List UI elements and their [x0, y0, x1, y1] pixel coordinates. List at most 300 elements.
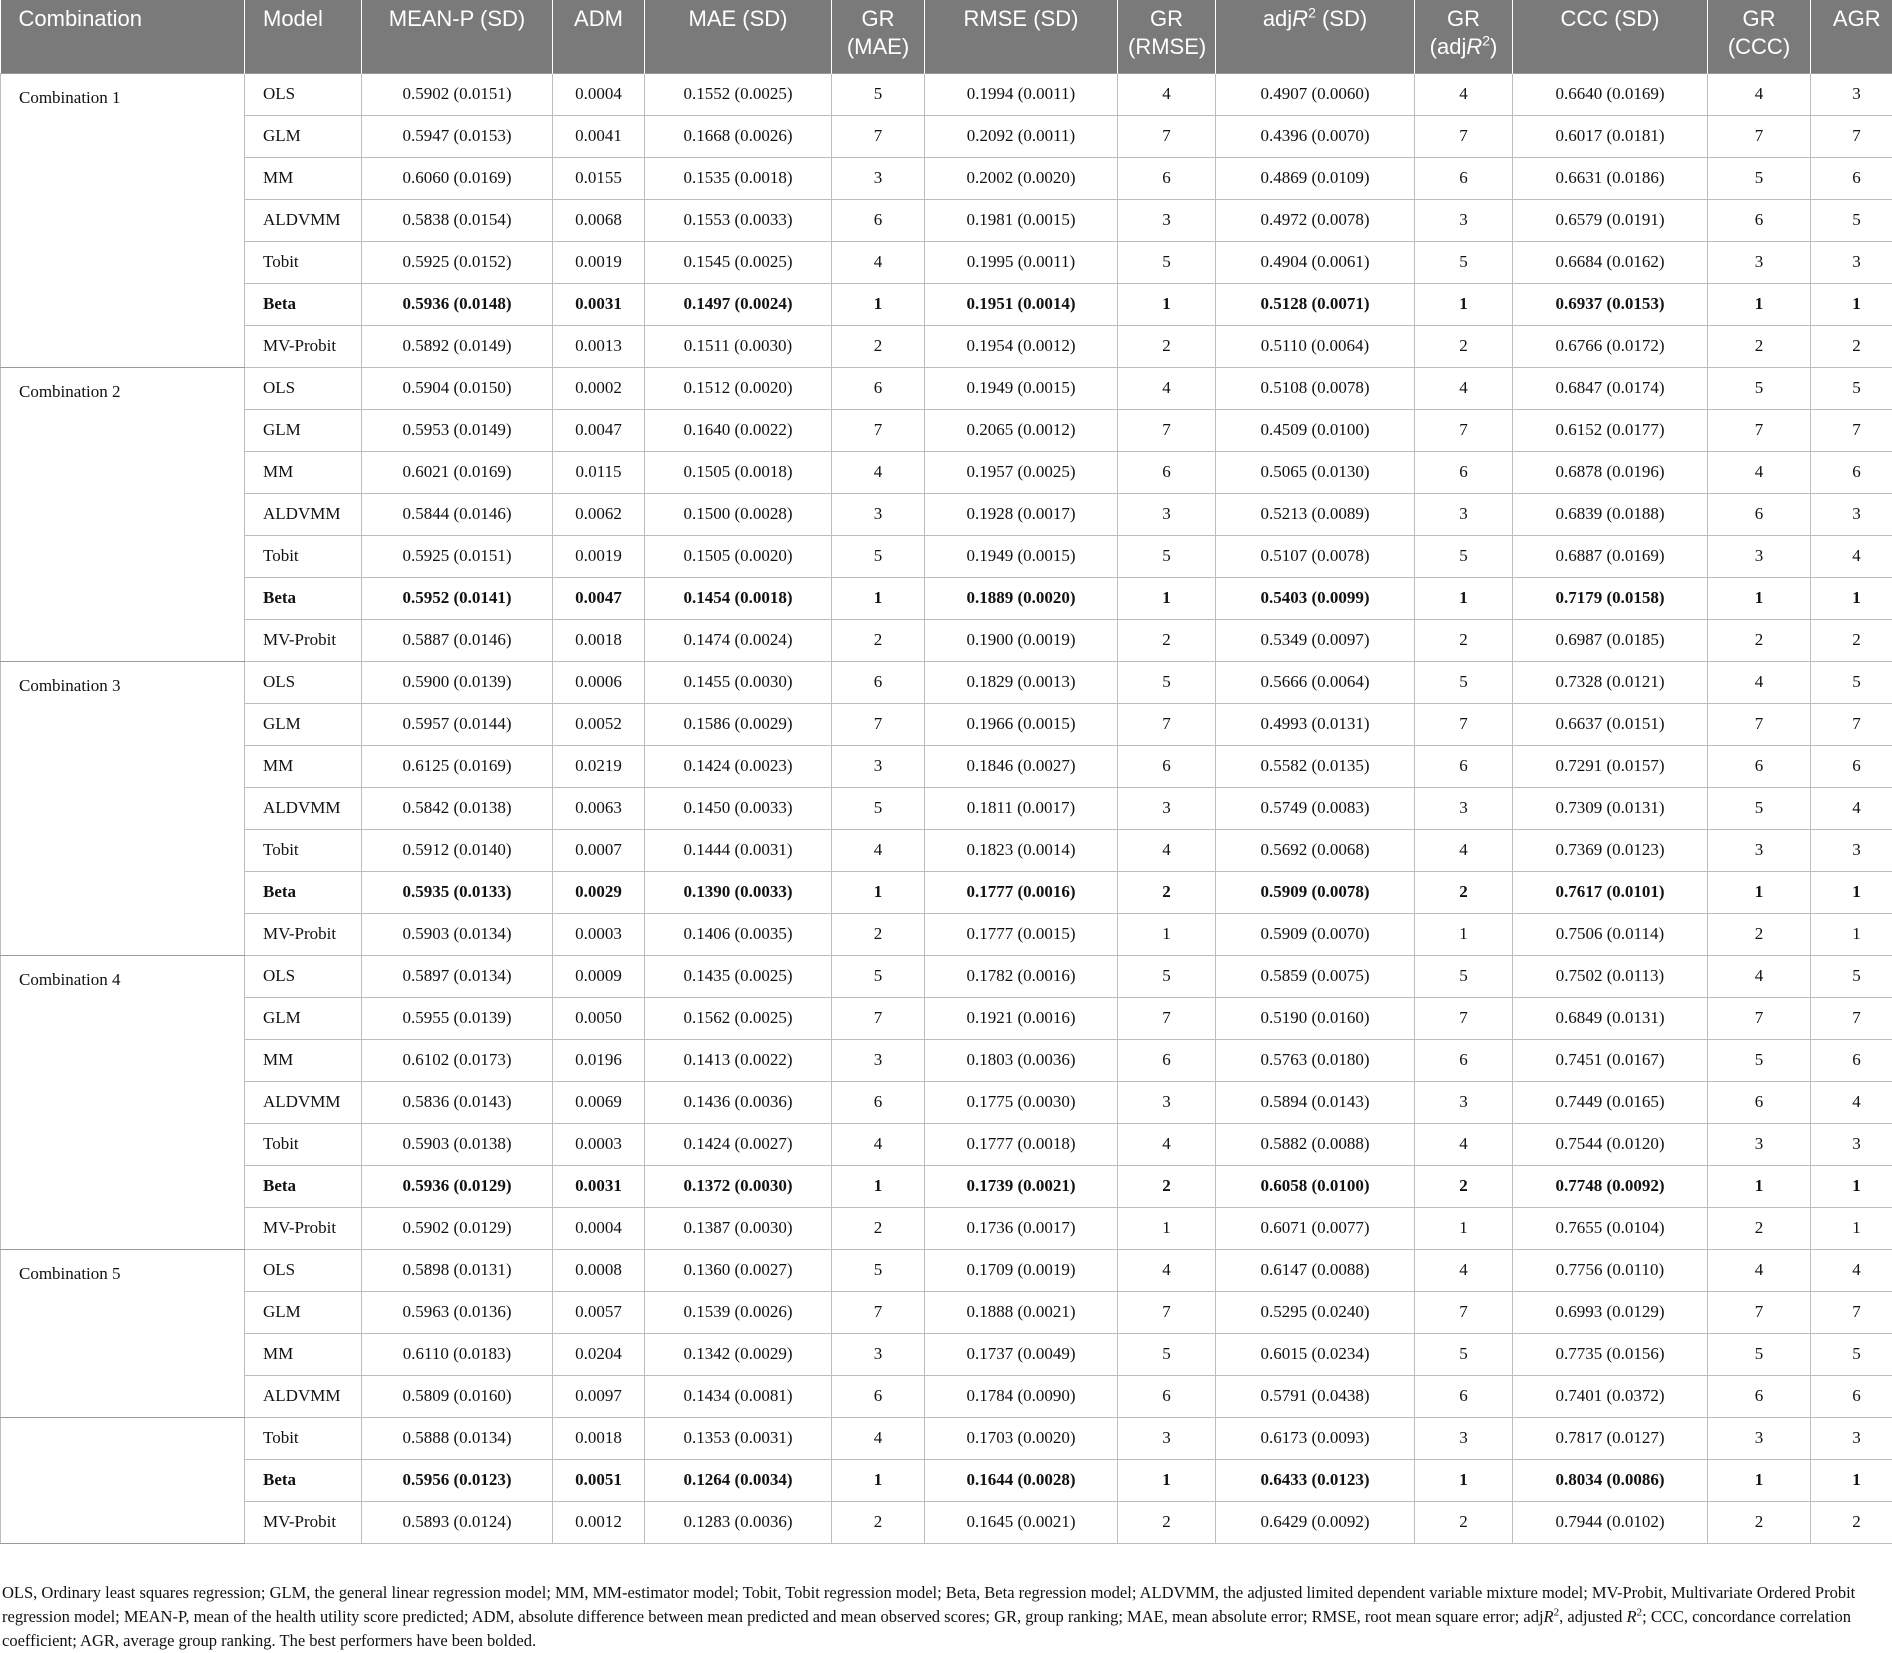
gr-ccc-cell: 6: [1708, 1375, 1811, 1417]
adm-cell: 0.0097: [553, 1375, 645, 1417]
mean-p-cell: 0.6125 (0.0169): [362, 745, 553, 787]
mean-p-cell: 0.5900 (0.0139): [362, 661, 553, 703]
model-cell: MM: [245, 1333, 362, 1375]
header-gr-adjr2: [1415, 0, 1513, 73]
adm-cell: 0.0006: [553, 661, 645, 703]
header-ccc: CCC (SD): [1513, 0, 1708, 73]
rmse-cell: 0.1811 (0.0017): [925, 787, 1118, 829]
mae-cell: 0.1424 (0.0027): [645, 1123, 832, 1165]
gr-mae-cell: 1: [832, 283, 925, 325]
gr-mae-cell: 7: [832, 409, 925, 451]
mae-cell: 0.1283 (0.0036): [645, 1501, 832, 1543]
adm-cell: 0.0019: [553, 535, 645, 577]
adm-cell: 0.0003: [553, 1123, 645, 1165]
agr-cell: 4: [1811, 1249, 1892, 1291]
header-gr-ccc-line2: (CCC): [1728, 34, 1790, 59]
ccc-cell: 0.7449 (0.0165): [1513, 1081, 1708, 1123]
gr-ccc-cell: 1: [1708, 577, 1811, 619]
agr-cell: 2: [1811, 619, 1892, 661]
gr-rmse-cell: 1: [1118, 577, 1216, 619]
gr-mae-cell: 2: [832, 1207, 925, 1249]
ccc-cell: 0.6640 (0.0169): [1513, 73, 1708, 115]
agr-cell: 5: [1811, 1333, 1892, 1375]
rmse-cell: 0.1803 (0.0036): [925, 1039, 1118, 1081]
gr-adjr2-cell: 5: [1415, 955, 1513, 997]
table-row: [1, 115, 1892, 157]
footnote-r-2: R: [1627, 1607, 1637, 1626]
table-row: [1, 1081, 1892, 1123]
mae-cell: 0.1390 (0.0033): [645, 871, 832, 913]
ccc-cell: 0.6849 (0.0131): [1513, 997, 1708, 1039]
ccc-cell: 0.7617 (0.0101): [1513, 871, 1708, 913]
header-gr-adjr2-sup: 2: [1482, 33, 1490, 49]
agr-cell: 6: [1811, 157, 1892, 199]
agr-cell: 7: [1811, 115, 1892, 157]
gr-rmse-cell: 7: [1118, 409, 1216, 451]
gr-ccc-cell: 4: [1708, 451, 1811, 493]
mean-p-cell: 0.5903 (0.0138): [362, 1123, 553, 1165]
mae-cell: 0.1424 (0.0023): [645, 745, 832, 787]
model-cell: MV-Probit: [245, 619, 362, 661]
rmse-cell: 0.1739 (0.0021): [925, 1165, 1118, 1207]
gr-adjr2-cell: 2: [1415, 1165, 1513, 1207]
gr-ccc-cell: 3: [1708, 829, 1811, 871]
gr-rmse-cell: 4: [1118, 367, 1216, 409]
header-adjr2: [1216, 0, 1415, 73]
mean-p-cell: 0.5893 (0.0124): [362, 1501, 553, 1543]
gr-ccc-cell: 7: [1708, 997, 1811, 1039]
ccc-cell: 0.7401 (0.0372): [1513, 1375, 1708, 1417]
gr-adjr2-cell: 6: [1415, 157, 1513, 199]
adm-cell: 0.0155: [553, 157, 645, 199]
adm-cell: 0.0018: [553, 1417, 645, 1459]
rmse-cell: 0.1784 (0.0090): [925, 1375, 1118, 1417]
mean-p-cell: 0.5898 (0.0131): [362, 1249, 553, 1291]
header-gr-mae-line1: GR: [862, 6, 895, 31]
ccc-cell: 0.7328 (0.0121): [1513, 661, 1708, 703]
gr-ccc-cell: 4: [1708, 661, 1811, 703]
gr-rmse-cell: 5: [1118, 241, 1216, 283]
adjr2-cell: 0.5692 (0.0068): [1216, 829, 1415, 871]
agr-cell: 1: [1811, 283, 1892, 325]
gr-ccc-cell: 5: [1708, 157, 1811, 199]
gr-mae-cell: 2: [832, 1501, 925, 1543]
adjr2-cell: 0.4869 (0.0109): [1216, 157, 1415, 199]
gr-mae-cell: 2: [832, 913, 925, 955]
agr-cell: 5: [1811, 661, 1892, 703]
gr-mae-cell: 6: [832, 1081, 925, 1123]
mae-cell: 0.1497 (0.0024): [645, 283, 832, 325]
mean-p-cell: 0.5842 (0.0138): [362, 787, 553, 829]
gr-mae-cell: 2: [832, 619, 925, 661]
ccc-cell: 0.6637 (0.0151): [1513, 703, 1708, 745]
table-row: [1, 1039, 1892, 1081]
mae-cell: 0.1455 (0.0030): [645, 661, 832, 703]
gr-ccc-cell: 2: [1708, 1207, 1811, 1249]
gr-ccc-cell: 6: [1708, 493, 1811, 535]
header-gr-rmse-line1: GR: [1150, 6, 1183, 31]
model-cell: Tobit: [245, 1123, 362, 1165]
agr-cell: 6: [1811, 1039, 1892, 1081]
gr-rmse-cell: 7: [1118, 997, 1216, 1039]
agr-cell: 3: [1811, 1417, 1892, 1459]
adjr2-cell: 0.6071 (0.0077): [1216, 1207, 1415, 1249]
gr-ccc-cell: 4: [1708, 1249, 1811, 1291]
agr-cell: 4: [1811, 1081, 1892, 1123]
gr-ccc-cell: 1: [1708, 1459, 1811, 1501]
gr-rmse-cell: 3: [1118, 1417, 1216, 1459]
header-gr-mae: [832, 0, 925, 73]
table-row: [1, 73, 1892, 115]
ccc-cell: 0.6937 (0.0153): [1513, 283, 1708, 325]
table-row: [1, 619, 1892, 661]
ccc-cell: 0.6631 (0.0186): [1513, 157, 1708, 199]
ccc-cell: 0.7817 (0.0127): [1513, 1417, 1708, 1459]
adm-cell: 0.0009: [553, 955, 645, 997]
header-adjr2-r: R: [1292, 6, 1308, 31]
table-row: [1, 1123, 1892, 1165]
gr-ccc-cell: 7: [1708, 1291, 1811, 1333]
mae-cell: 0.1500 (0.0028): [645, 493, 832, 535]
ccc-cell: 0.6684 (0.0162): [1513, 241, 1708, 283]
gr-adjr2-cell: 3: [1415, 1081, 1513, 1123]
rmse-cell: 0.1900 (0.0019): [925, 619, 1118, 661]
ccc-cell: 0.7502 (0.0113): [1513, 955, 1708, 997]
model-cell: Tobit: [245, 535, 362, 577]
gr-adjr2-cell: 1: [1415, 1207, 1513, 1249]
gr-mae-cell: 4: [832, 451, 925, 493]
adjr2-cell: 0.4904 (0.0061): [1216, 241, 1415, 283]
adm-cell: 0.0068: [553, 199, 645, 241]
adm-cell: 0.0062: [553, 493, 645, 535]
gr-adjr2-cell: 6: [1415, 1375, 1513, 1417]
gr-mae-cell: 3: [832, 745, 925, 787]
rmse-cell: 0.1954 (0.0012): [925, 325, 1118, 367]
gr-adjr2-cell: 7: [1415, 115, 1513, 157]
gr-adjr2-cell: 1: [1415, 577, 1513, 619]
gr-rmse-cell: 3: [1118, 787, 1216, 829]
gr-adjr2-cell: 5: [1415, 535, 1513, 577]
table-row: [1, 955, 1892, 997]
ccc-cell: 0.6847 (0.0174): [1513, 367, 1708, 409]
header-adjr2-sup: 2: [1308, 5, 1316, 21]
adm-cell: 0.0029: [553, 871, 645, 913]
ccc-cell: 0.6887 (0.0169): [1513, 535, 1708, 577]
model-cell: GLM: [245, 997, 362, 1039]
mae-cell: 0.1512 (0.0020): [645, 367, 832, 409]
table-row: [1, 367, 1892, 409]
mean-p-cell: 0.6021 (0.0169): [362, 451, 553, 493]
ccc-cell: 0.7506 (0.0114): [1513, 913, 1708, 955]
mae-cell: 0.1505 (0.0018): [645, 451, 832, 493]
gr-mae-cell: 5: [832, 787, 925, 829]
agr-cell: 3: [1811, 241, 1892, 283]
adm-cell: 0.0069: [553, 1081, 645, 1123]
gr-ccc-cell: 4: [1708, 73, 1811, 115]
adjr2-cell: 0.5403 (0.0099): [1216, 577, 1415, 619]
agr-cell: 7: [1811, 703, 1892, 745]
agr-cell: 1: [1811, 913, 1892, 955]
gr-adjr2-cell: 3: [1415, 1417, 1513, 1459]
adjr2-cell: 0.5882 (0.0088): [1216, 1123, 1415, 1165]
model-cell: MM: [245, 1039, 362, 1081]
mae-cell: 0.1545 (0.0025): [645, 241, 832, 283]
mean-p-cell: 0.5809 (0.0160): [362, 1375, 553, 1417]
rmse-cell: 0.2002 (0.0020): [925, 157, 1118, 199]
combination-label: Combination 2: [1, 367, 245, 661]
rmse-cell: 0.1777 (0.0018): [925, 1123, 1118, 1165]
rmse-cell: 0.1981 (0.0015): [925, 199, 1118, 241]
ccc-cell: 0.7748 (0.0092): [1513, 1165, 1708, 1207]
mean-p-cell: 0.5836 (0.0143): [362, 1081, 553, 1123]
gr-ccc-cell: 1: [1708, 1165, 1811, 1207]
model-cell: GLM: [245, 703, 362, 745]
gr-ccc-cell: 2: [1708, 619, 1811, 661]
model-cell: MV-Probit: [245, 1501, 362, 1543]
mean-p-cell: 0.6110 (0.0183): [362, 1333, 553, 1375]
adjr2-cell: 0.6173 (0.0093): [1216, 1417, 1415, 1459]
model-cell: MV-Probit: [245, 1207, 362, 1249]
rmse-cell: 0.1888 (0.0021): [925, 1291, 1118, 1333]
model-cell: ALDVMM: [245, 1081, 362, 1123]
model-cell: ALDVMM: [245, 1375, 362, 1417]
mean-p-cell: 0.5936 (0.0129): [362, 1165, 553, 1207]
rmse-cell: 0.1782 (0.0016): [925, 955, 1118, 997]
adjr2-cell: 0.5894 (0.0143): [1216, 1081, 1415, 1123]
ccc-cell: 0.6839 (0.0188): [1513, 493, 1708, 535]
gr-adjr2-cell: 7: [1415, 997, 1513, 1039]
mean-p-cell: 0.5935 (0.0133): [362, 871, 553, 913]
adm-cell: 0.0012: [553, 1501, 645, 1543]
gr-rmse-cell: 2: [1118, 1165, 1216, 1207]
adm-cell: 0.0051: [553, 1459, 645, 1501]
combination-label: Combination 1: [1, 73, 245, 367]
gr-ccc-cell: 7: [1708, 703, 1811, 745]
mae-cell: 0.1539 (0.0026): [645, 1291, 832, 1333]
mean-p-cell: 0.5903 (0.0134): [362, 913, 553, 955]
adjr2-cell: 0.5110 (0.0064): [1216, 325, 1415, 367]
gr-adjr2-cell: 6: [1415, 1039, 1513, 1081]
mae-cell: 0.1434 (0.0081): [645, 1375, 832, 1417]
gr-adjr2-cell: 5: [1415, 241, 1513, 283]
rmse-cell: 0.1777 (0.0016): [925, 871, 1118, 913]
table-row: [1, 1459, 1892, 1501]
table-row: [1, 1501, 1892, 1543]
gr-mae-cell: 1: [832, 871, 925, 913]
table-header: [1, 0, 1892, 73]
gr-rmse-cell: 1: [1118, 1459, 1216, 1501]
agr-cell: 1: [1811, 1207, 1892, 1249]
mae-cell: 0.1264 (0.0034): [645, 1459, 832, 1501]
adm-cell: 0.0018: [553, 619, 645, 661]
adm-cell: 0.0003: [553, 913, 645, 955]
gr-rmse-cell: 5: [1118, 661, 1216, 703]
header-gr-adjr2-r: R: [1466, 34, 1482, 59]
adjr2-cell: 0.5213 (0.0089): [1216, 493, 1415, 535]
model-cell: OLS: [245, 367, 362, 409]
gr-rmse-cell: 6: [1118, 745, 1216, 787]
gr-ccc-cell: 6: [1708, 199, 1811, 241]
adm-cell: 0.0050: [553, 997, 645, 1039]
adm-cell: 0.0115: [553, 451, 645, 493]
table-row: [1, 661, 1892, 703]
footnote-r-1: R: [1544, 1607, 1554, 1626]
gr-adjr2-cell: 4: [1415, 829, 1513, 871]
rmse-cell: 0.1921 (0.0016): [925, 997, 1118, 1039]
gr-ccc-cell: 2: [1708, 325, 1811, 367]
ccc-cell: 0.7291 (0.0157): [1513, 745, 1708, 787]
ccc-cell: 0.7944 (0.0102): [1513, 1501, 1708, 1543]
gr-rmse-cell: 3: [1118, 199, 1216, 241]
combination-label: Combination 4: [1, 955, 245, 1249]
adjr2-cell: 0.4972 (0.0078): [1216, 199, 1415, 241]
header-rmse: RMSE (SD): [925, 0, 1118, 73]
model-cell: ALDVMM: [245, 493, 362, 535]
gr-ccc-cell: 3: [1708, 535, 1811, 577]
mae-cell: 0.1360 (0.0027): [645, 1249, 832, 1291]
agr-cell: 6: [1811, 1375, 1892, 1417]
model-cell: GLM: [245, 1291, 362, 1333]
mean-p-cell: 0.5904 (0.0150): [362, 367, 553, 409]
gr-adjr2-cell: 2: [1415, 871, 1513, 913]
combination-label: [1, 1417, 245, 1543]
mean-p-cell: 0.5912 (0.0140): [362, 829, 553, 871]
mean-p-cell: 0.5925 (0.0152): [362, 241, 553, 283]
gr-ccc-cell: 4: [1708, 955, 1811, 997]
rmse-cell: 0.1846 (0.0027): [925, 745, 1118, 787]
mae-cell: 0.1372 (0.0030): [645, 1165, 832, 1207]
adjr2-cell: 0.5349 (0.0097): [1216, 619, 1415, 661]
gr-rmse-cell: 7: [1118, 703, 1216, 745]
gr-adjr2-cell: 3: [1415, 787, 1513, 829]
adm-cell: 0.0047: [553, 577, 645, 619]
gr-rmse-cell: 4: [1118, 1249, 1216, 1291]
gr-rmse-cell: 6: [1118, 1375, 1216, 1417]
rmse-cell: 0.1949 (0.0015): [925, 535, 1118, 577]
ccc-cell: 0.7655 (0.0104): [1513, 1207, 1708, 1249]
adjr2-cell: 0.5749 (0.0083): [1216, 787, 1415, 829]
rmse-cell: 0.2065 (0.0012): [925, 409, 1118, 451]
agr-cell: 5: [1811, 199, 1892, 241]
table-row: [1, 1165, 1892, 1207]
gr-mae-cell: 1: [832, 1165, 925, 1207]
ccc-cell: 0.6993 (0.0129): [1513, 1291, 1708, 1333]
gr-adjr2-cell: 3: [1415, 493, 1513, 535]
mae-cell: 0.1387 (0.0030): [645, 1207, 832, 1249]
mean-p-cell: 0.5963 (0.0136): [362, 1291, 553, 1333]
model-cell: GLM: [245, 409, 362, 451]
rmse-cell: 0.1928 (0.0017): [925, 493, 1118, 535]
mae-cell: 0.1640 (0.0022): [645, 409, 832, 451]
rmse-cell: 0.1644 (0.0028): [925, 1459, 1118, 1501]
model-cell: MM: [245, 157, 362, 199]
ccc-cell: 0.6987 (0.0185): [1513, 619, 1708, 661]
agr-cell: 4: [1811, 535, 1892, 577]
gr-ccc-cell: 1: [1708, 283, 1811, 325]
table-row: [1, 1207, 1892, 1249]
ccc-cell: 0.7451 (0.0167): [1513, 1039, 1708, 1081]
gr-rmse-cell: 7: [1118, 115, 1216, 157]
gr-rmse-cell: 2: [1118, 1501, 1216, 1543]
header-gr-ccc-line1: GR: [1743, 6, 1776, 31]
table-row: [1, 829, 1892, 871]
mae-cell: 0.1436 (0.0036): [645, 1081, 832, 1123]
table-row: [1, 577, 1892, 619]
gr-ccc-cell: 6: [1708, 745, 1811, 787]
gr-adjr2-cell: 4: [1415, 367, 1513, 409]
rmse-cell: 0.1709 (0.0019): [925, 1249, 1118, 1291]
gr-rmse-cell: 4: [1118, 829, 1216, 871]
header-combination: Combination: [1, 0, 245, 73]
gr-rmse-cell: 5: [1118, 1333, 1216, 1375]
rmse-cell: 0.1995 (0.0011): [925, 241, 1118, 283]
header-gr-rmse: [1118, 0, 1216, 73]
adjr2-cell: 0.5859 (0.0075): [1216, 955, 1415, 997]
gr-ccc-cell: 2: [1708, 1501, 1811, 1543]
mae-cell: 0.1474 (0.0024): [645, 619, 832, 661]
rmse-cell: 0.1736 (0.0017): [925, 1207, 1118, 1249]
gr-rmse-cell: 5: [1118, 535, 1216, 577]
table-row: [1, 1249, 1892, 1291]
gr-rmse-cell: 2: [1118, 325, 1216, 367]
header-gr-ccc: [1708, 0, 1811, 73]
rmse-cell: 0.1889 (0.0020): [925, 577, 1118, 619]
ccc-cell: 0.6766 (0.0172): [1513, 325, 1708, 367]
model-cell: Beta: [245, 1165, 362, 1207]
table-row: [1, 913, 1892, 955]
adjr2-cell: 0.4907 (0.0060): [1216, 73, 1415, 115]
header-gr-adjr2-post: ): [1490, 34, 1497, 59]
adm-cell: 0.0004: [553, 73, 645, 115]
gr-ccc-cell: 1: [1708, 871, 1811, 913]
mae-cell: 0.1553 (0.0033): [645, 199, 832, 241]
rmse-cell: 0.2092 (0.0011): [925, 115, 1118, 157]
mae-cell: 0.1435 (0.0025): [645, 955, 832, 997]
ccc-cell: 0.7756 (0.0110): [1513, 1249, 1708, 1291]
gr-mae-cell: 4: [832, 829, 925, 871]
adm-cell: 0.0008: [553, 1249, 645, 1291]
adjr2-cell: 0.5666 (0.0064): [1216, 661, 1415, 703]
gr-adjr2-cell: 2: [1415, 619, 1513, 661]
gr-mae-cell: 4: [832, 1123, 925, 1165]
rmse-cell: 0.1994 (0.0011): [925, 73, 1118, 115]
table-body: [1, 73, 1892, 1543]
footnote-sup-1: 2: [1554, 1607, 1560, 1619]
gr-adjr2-cell: 4: [1415, 73, 1513, 115]
header-adm: ADM: [553, 0, 645, 73]
model-cell: MM: [245, 745, 362, 787]
adjr2-cell: 0.5763 (0.0180): [1216, 1039, 1415, 1081]
table-row: [1, 1291, 1892, 1333]
mean-p-cell: 0.5902 (0.0151): [362, 73, 553, 115]
gr-adjr2-cell: 7: [1415, 703, 1513, 745]
mae-cell: 0.1505 (0.0020): [645, 535, 832, 577]
gr-mae-cell: 4: [832, 1417, 925, 1459]
gr-adjr2-cell: 7: [1415, 409, 1513, 451]
agr-cell: 3: [1811, 73, 1892, 115]
footnote-text-2: , adjusted: [1559, 1607, 1626, 1626]
ccc-cell: 0.7544 (0.0120): [1513, 1123, 1708, 1165]
mae-cell: 0.1450 (0.0033): [645, 787, 832, 829]
ccc-cell: 0.7309 (0.0131): [1513, 787, 1708, 829]
gr-adjr2-cell: 2: [1415, 325, 1513, 367]
ccc-cell: 0.6152 (0.0177): [1513, 409, 1708, 451]
adm-cell: 0.0013: [553, 325, 645, 367]
gr-rmse-cell: 1: [1118, 913, 1216, 955]
adm-cell: 0.0002: [553, 367, 645, 409]
ccc-cell: 0.7179 (0.0158): [1513, 577, 1708, 619]
mae-cell: 0.1535 (0.0018): [645, 157, 832, 199]
